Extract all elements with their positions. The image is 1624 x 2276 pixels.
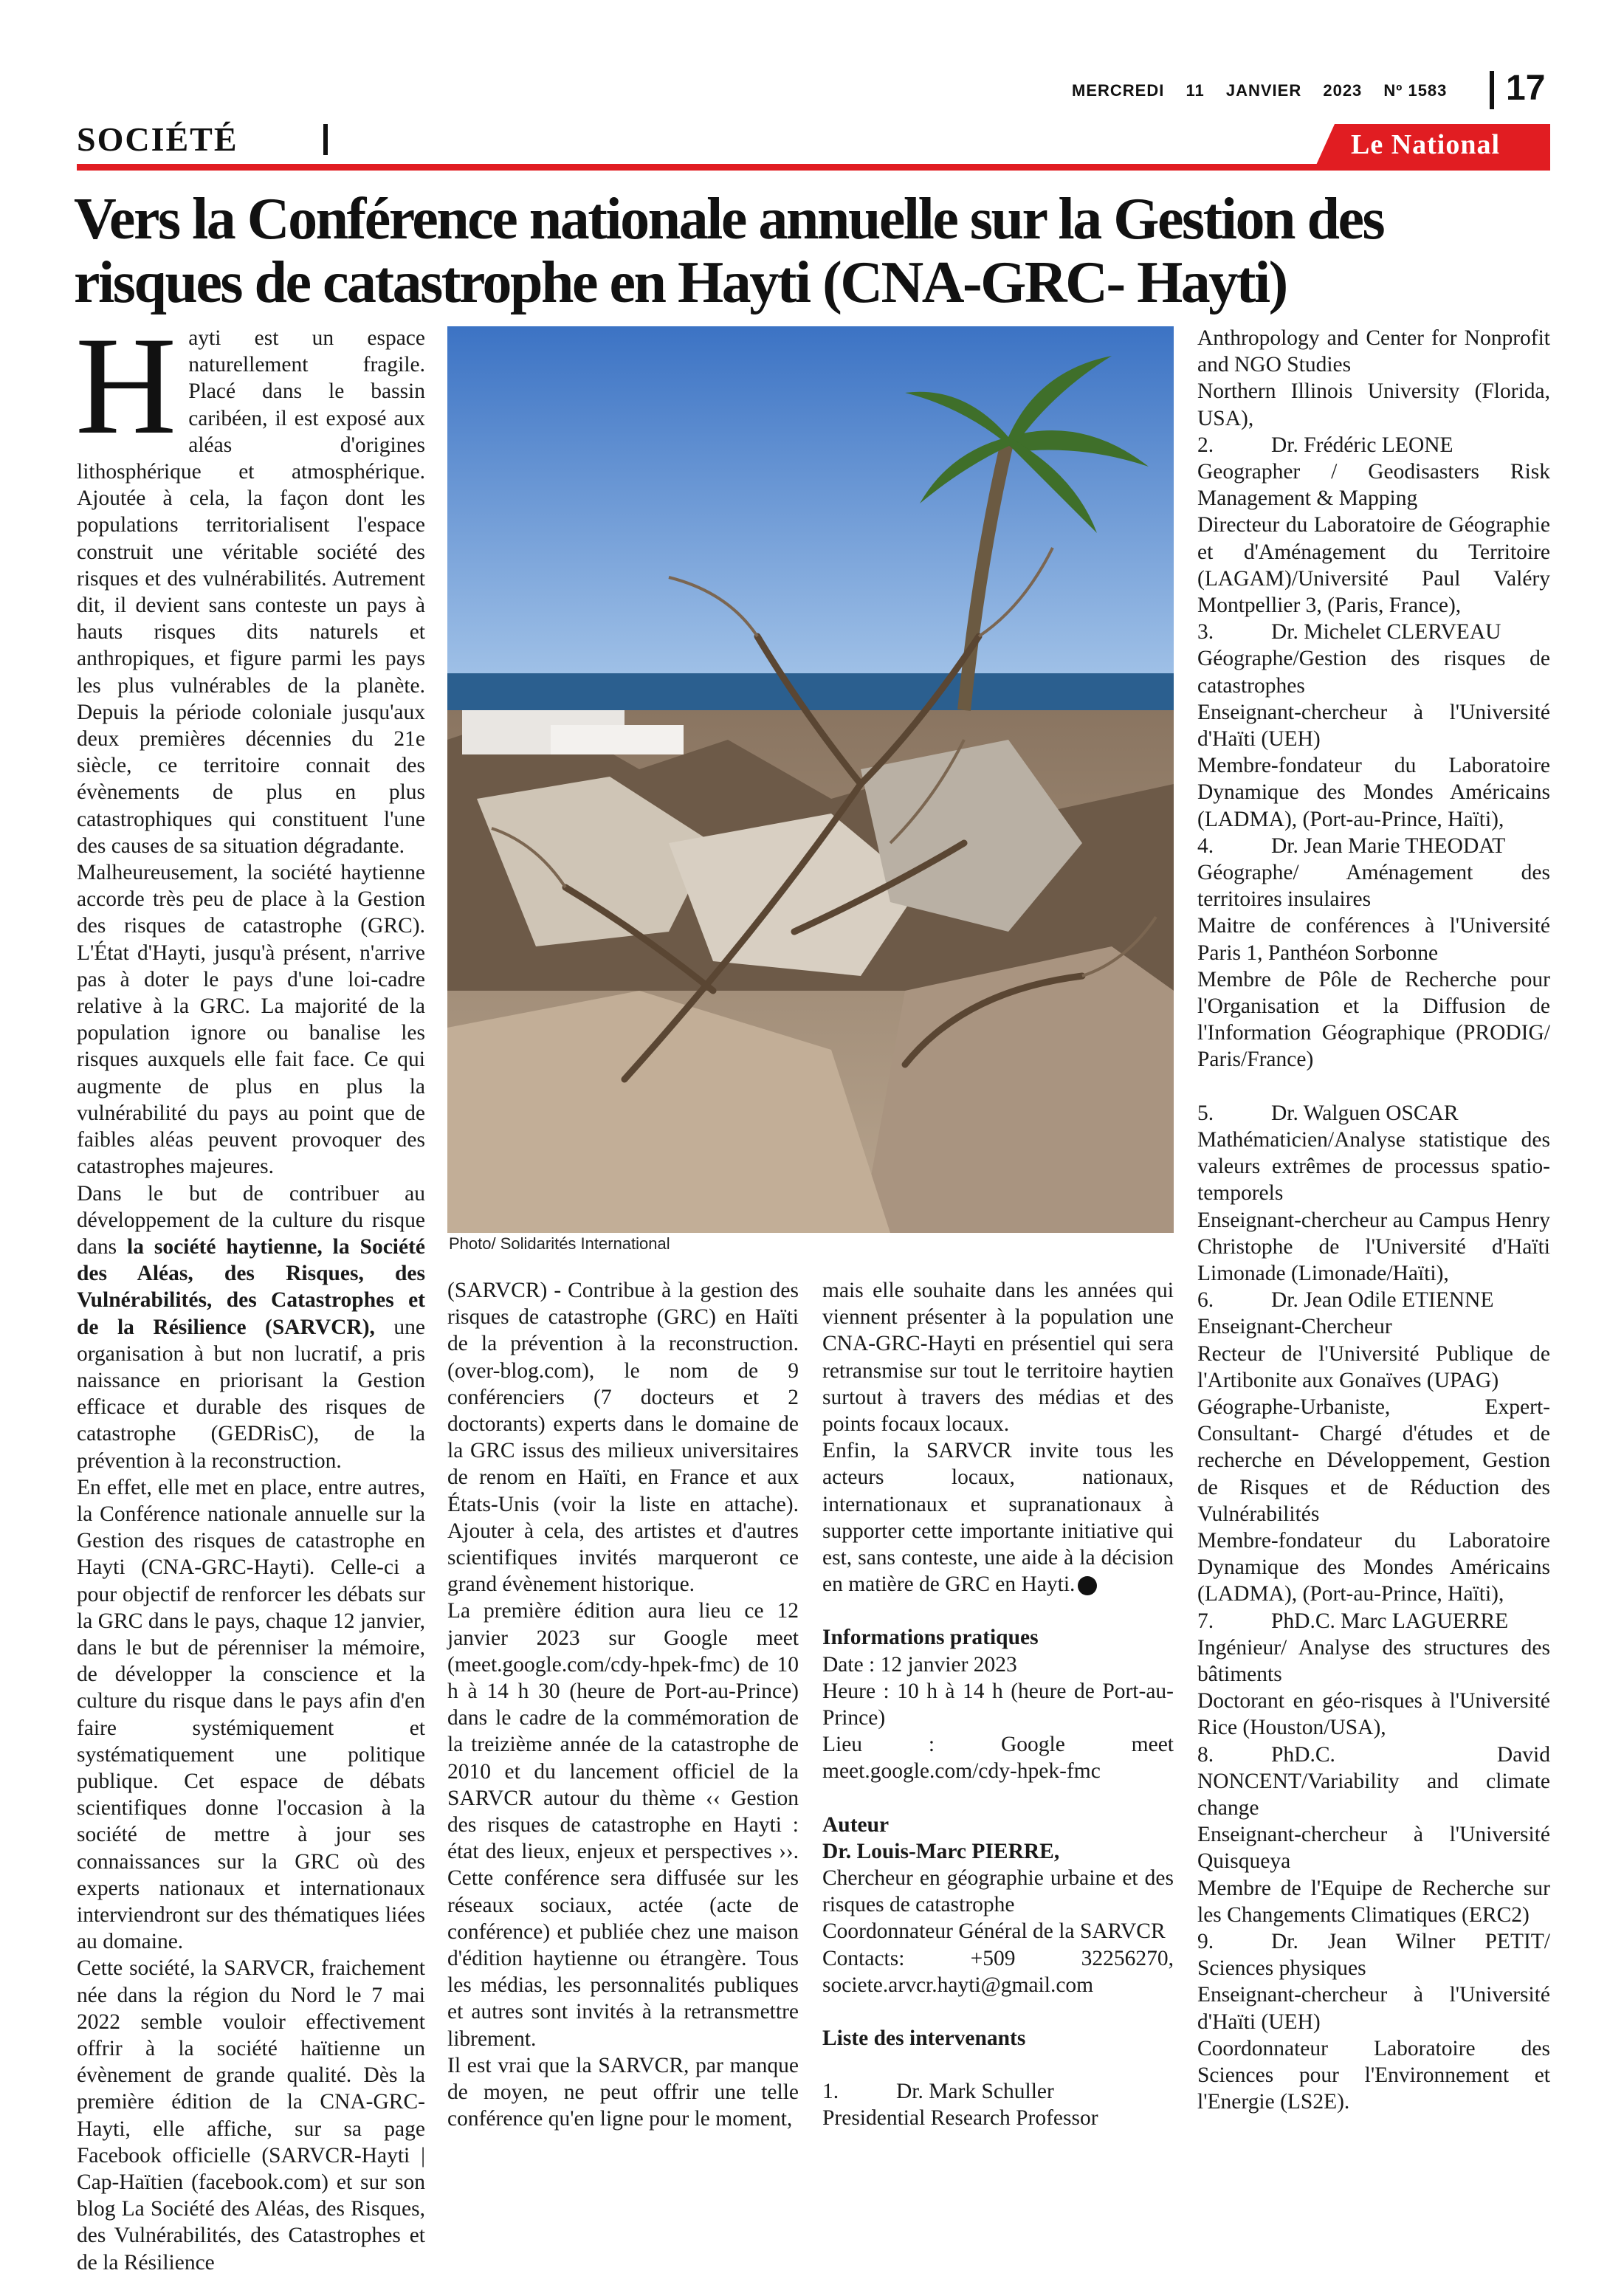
issue-date: 11 (1186, 81, 1205, 100)
speaker-item (822, 2078, 1174, 2105)
speaker-name: Dr. Michelet CLERVEAU (1271, 620, 1501, 644)
speaker-item (1197, 833, 1550, 859)
page-number-divider (1490, 71, 1494, 109)
speaker-number: 7. (1197, 1609, 1214, 1633)
intro-paragraph (75, 309, 425, 859)
speakers-heading-text: Liste des intervenants (822, 2026, 1026, 2051)
speaker-name: Dr. Walguen OSCAR (1271, 1101, 1459, 1125)
page-number: 17 (1506, 69, 1546, 108)
speaker-number: 6. (1197, 1288, 1214, 1313)
speaker-number: 2. (1197, 433, 1214, 457)
spacer (1197, 1073, 1550, 1100)
speaker-detail: Anthropology and Center for Nonprofit and NGO Studies (1197, 326, 1550, 377)
speaker-number: 4. (1197, 833, 1214, 858)
speaker-detail: Membre de Pôle de Recherche pour l'Organisation et la Diffusion de l'Information Géographique (PRODIG/ Paris/France) (1197, 967, 1550, 1072)
speaker-item (1197, 1608, 1550, 1634)
paragraph-text: Dans le but de contribuer au développement de la culture du risque dans (77, 1181, 425, 1259)
speaker-number: 3. (1197, 620, 1214, 644)
speaker-name: PhD.C. Marc LAGUERRE (1271, 1609, 1509, 1633)
speaker-name: Dr. Jean Odile ETIENNE (1271, 1288, 1494, 1313)
closing-text: Enfin, la SARVCR invite tous les acteurs locaux, nationaux, internationaux et supranationaux à supporter cette importante initiative qui est, sans conteste, une aide à la décision en matière de GRC en Hayti. (822, 1439, 1174, 1597)
speaker-number: 5. (1197, 1101, 1214, 1125)
speaker-detail: Enseignant-chercheur au Campus Henry Christophe de l'Université d'Haïti Limonade (Limonade/Haïti), (1197, 1208, 1550, 1285)
paragraph: En effet, elle met en place, entre autres, la Conférence nationale annuelle sur la Gestion des risques de catastrophe en Hayti (CNA-GRC-Hayti). Celle-ci a pour objectif de renforcer les débats sur la GRC dans le pays, chaque 12 janvier, dans le but de pérenniser la mémoire, de développer la conscience et la culture du risque dans le pays afin d'en faire systémiquement et systématiquement une politique publique. Cet espace de débats scientifiques donne l'occasion à la société de mettre à jour ses connaissances sur la GRC où des experts nationaux et internationaux interviendront sur des thématiques liées au domaine. (77, 1475, 425, 1954)
speaker-detail: Enseignant-chercheur à l'Université d'Haïti (UEH) (1197, 700, 1550, 752)
column-1 (75, 309, 426, 2276)
speaker-detail: Coordonnateur Laboratoire des Sciences pour l'Environnement et l'Energie (LS2E). (1197, 2036, 1550, 2114)
speaker-item (1197, 1928, 1550, 1981)
speaker-item (1197, 1742, 1550, 1822)
info-time: Heure : 10 h à 14 h (heure de Port-au-Prince) (822, 1679, 1174, 1730)
intro-text: ayti est un espace naturellement fragile. Placé dans le bassin caribéen, il est exposé aux aléas d'origines lithosphérique et atmosphérique. Ajoutée à cela, la façon dont les populations territorialisent l'espace construit une véritable société des risques et des vulnérabilités. Autrement dit, il devient sans conteste un pays à hauts risques dits naturels et anthropiques, et figure parmi les pays les plus vulnérables de la planète. Depuis la période coloniale jusqu'aux deux premières décennies du 21e siècle, ce territoire connait des évènements de plus en plus catastrophiques qui constituent l'une des causes de sa situation dégradante. (77, 326, 425, 858)
paragraph-bold-text: la société haytienne, la Société des Aléas, des Risques, des Vulnérabilités, des Catastrophes et de la Résilience (SARVCR), (77, 1234, 425, 1339)
speaker-detail: Geographer / Geodisasters Risk Management & Mapping (1197, 460, 1550, 511)
speaker-item (1197, 1100, 1550, 1127)
speaker-detail: Mathématicien/Analyse statistique des valeurs extrêmes de processus spatio-temporels (1197, 1127, 1550, 1206)
info-place: Lieu : Google meet meet.google.com/cdy-hpek-fmc (822, 1733, 1174, 1784)
issue-year: 2023 (1323, 81, 1363, 100)
speaker-name: Dr. Mark Schuller (896, 2080, 1054, 2104)
section-label: SOCIÉTÉ (77, 120, 238, 158)
author-role: Chercheur en géographie urbaine et des risques de catastrophe (822, 1866, 1174, 1917)
author-heading-text: Auteur (822, 1812, 890, 1837)
paragraph (77, 1180, 425, 1474)
paragraph: mais elle souhaite dans les années qui viennent présenter à la population une CNA-GRC-Hayti en présentiel qui sera retransmise sur tout le territoire haytien surtout à travers des médias et des points focaux locaux. (822, 1279, 1174, 1437)
speaker-detail: Presidential Research Professor (822, 2106, 1098, 2131)
issue-info (1072, 81, 1463, 100)
article-photo (447, 326, 1174, 1233)
ruins-photo-illustration (447, 326, 1174, 1233)
column-3 (822, 1277, 1174, 2132)
paragraph: Cette société, la SARVCR, fraichement née dans la région du Nord le 7 mai 2022 semble vouloir effectivement offrir à la société haïtienne un évènement de grande qualité. Dès la première édition de la CNA-GRC-Hayti, elle affiche, sur sa page Facebook officielle (SARVCR-Hayti | Cap-Haïtien (facebook.com) et sur son blog La Société des Aléas, des Risques, des Vulnérabilités, des Catastrophes et de la Résilience (77, 1956, 425, 2275)
speakers-heading (822, 2025, 1174, 2052)
issue-day: MERCREDI (1072, 81, 1165, 100)
paragraph: Malheureusement, la société haytienne accorde très peu de place à la Gestion des risques de catastrophe (GRC). L'État d'Hayti, jusqu'à présent, n'arrive pas à doter le pays d'une loi-cadre relative à la GRC. La majorité de la population ignore ou banalise les risques auxquels elle fait face. Ce qui augmente de plus en plus la vulnérabilité du pays au point que de faibles aléas peuvent provoquer des catastrophes majeures. (77, 861, 425, 1179)
paragraph (822, 1437, 1174, 1598)
info-heading-text: Informations pratiques (822, 1626, 1039, 1650)
speaker-detail: Géographe/ Aménagement des territoires insulaires (1197, 861, 1550, 912)
speaker-detail: Northern Illinois University (Florida, USA), (1197, 379, 1550, 430)
speaker-number: 8. (1197, 1742, 1214, 1767)
column-4 (1197, 325, 1550, 2115)
article-title: Vers la Conférence nationale annuelle sur la Gestion des risques de catastrophe en Hayti (CNA-GRC- Hayti) (74, 187, 1384, 315)
publication-name: Le National (1351, 129, 1501, 160)
speaker-detail: Doctorant en géo-risques à l'Université Rice (Houston/USA), (1197, 1689, 1550, 1740)
issue-month: JANVIER (1225, 81, 1302, 100)
speaker-item (1197, 432, 1550, 458)
issue-number: Nº 1583 (1383, 81, 1448, 100)
section-divider (323, 124, 328, 155)
speaker-detail: Enseignant-Chercheur (1197, 1315, 1392, 1339)
paragraph: (SARVCR) - Contribue à la gestion des risques de catastrophe (GRC) en Haïti de la prévention à la reconstruction. (over-blog.com), le nom de 9 conférenciers (7 docteurs et 2 doctorants) experts dans le domaine de la GRC issus des milieux universitaires de renom en Haïti, en France et aux États-Unis (voir la liste en attache). Ajouter à cela, des artistes et d'autres scientifiques invités marqueront ce grand évènement historique. (447, 1279, 799, 1597)
speaker-name: Dr. Jean Marie THEODAT (1271, 833, 1506, 858)
spacer (822, 1785, 1174, 1812)
paragraph: Il est vrai que la SARVCR, par manque de moyen, ne peut offrir une telle conférence qu'en ligne pour le moment, (447, 2053, 799, 2131)
paragraph-text: une organisation à but non lucratif, a pris naissance en priorisant la Gestion efficace et durable des risques de catastrophe (GEDRisC), de la prévention à la reconstruction. (77, 1315, 426, 1473)
speaker-name: Dr. Frédéric LEONE (1271, 433, 1453, 457)
speaker-item (1197, 1287, 1550, 1313)
speaker-name: Dr. Jean Wilner PETIT/ Sciences physiques (1197, 1929, 1550, 1981)
speaker-number: 1. (822, 2080, 839, 2104)
speaker-detail: Membre-fondateur du Laboratoire Dynamique des Mondes Américains (LADMA), (Port-au-Prince, Haïti), (1197, 754, 1550, 831)
speaker-detail: Enseignant-chercheur à l'Université Quisqueya (1197, 1823, 1550, 1874)
speaker-detail: Géographe/Gestion des risques de catastrophes (1197, 647, 1550, 698)
speaker-detail: Recteur de l'Université Publique de l'Artibonite aux Gonaïves (UPAG) (1197, 1341, 1550, 1392)
speaker-detail: Géographe-Urbaniste, Expert-Consultant- Chargé d'études et de recherche en Développement, Gestion de Risques et de Réduction des Vulnérabilités (1197, 1395, 1550, 1526)
info-heading (822, 1624, 1174, 1651)
header-rule (77, 164, 1550, 171)
column-2 (447, 1277, 799, 2133)
author-name (822, 1838, 1174, 1865)
author-heading (822, 1812, 1174, 1838)
speaker-detail: Membre de l'Equipe de Recherche sur les Changements Climatiques (ERC2) (1197, 1876, 1550, 1927)
spacer (822, 1998, 1174, 2025)
spacer (822, 2052, 1174, 2078)
author-role: Coordonnateur Général de la SARVCR (822, 1919, 1166, 1944)
speaker-item (1197, 619, 1550, 645)
speaker-detail: Directeur du Laboratoire de Géographie et d'Aménagement du Territoire (LAGAM)/Université Paul Valéry Montpellier 3, (Paris, France), (1197, 513, 1550, 618)
photo-caption: Photo/ Solidarités International (449, 1234, 670, 1253)
speaker-detail: Enseignant-chercheur à l'Université d'Haïti (UEH) (1197, 1983, 1550, 2034)
author-name-text: Dr. Louis-Marc PIERRE, (822, 1839, 1060, 1863)
speaker-detail: Membre-fondateur du Laboratoire Dynamique des Mondes Américains (LADMA), (Port-au-Prince, Haïti), (1197, 1528, 1550, 1606)
speaker-detail: Ingénieur/ Analyse des structures des bâtiments (1197, 1635, 1550, 1686)
paragraph: La première édition aura lieu ce 12 janvier 2023 sur Google meet (meet.google.com/cdy-hpek-fmc) de 10 h à 14 h 30 (heure de Port-au-Prince) dans le cadre de la commémoration de la treizième année de la catastrophe de 2010 et du lancement officiel de la SARVCR autour du thème ‹‹ Gestion des risques de catastrophe en Hayti : état des lieux, enjeux et perspectives ››. Cette conférence sera diffusée sur les réseaux sociaux, actée (acte de conférence) et publiée chez une maison d'édition haytienne ou étrangère. Tous les médias, les personnalités publiques et autres sont invités à la retransmettre librement. (447, 1599, 799, 2051)
author-contact: Contacts: +509 32256270, societe.arvcr.hayti@gmail.com (822, 1946, 1174, 1997)
speaker-number: 9. (1197, 1929, 1214, 1953)
spacer (822, 1598, 1174, 1624)
speaker-detail: Maitre de conférences à l'Université Paris 1, Panthéon Sorbonne (1197, 914, 1550, 965)
drop-cap: H (75, 309, 177, 464)
info-date: Date : 12 janvier 2023 (822, 1652, 1017, 1677)
speaker-name: PhD.C. David NONCENT/Variability and climate change (1197, 1742, 1550, 1820)
end-of-article-icon (1078, 1576, 1097, 1595)
